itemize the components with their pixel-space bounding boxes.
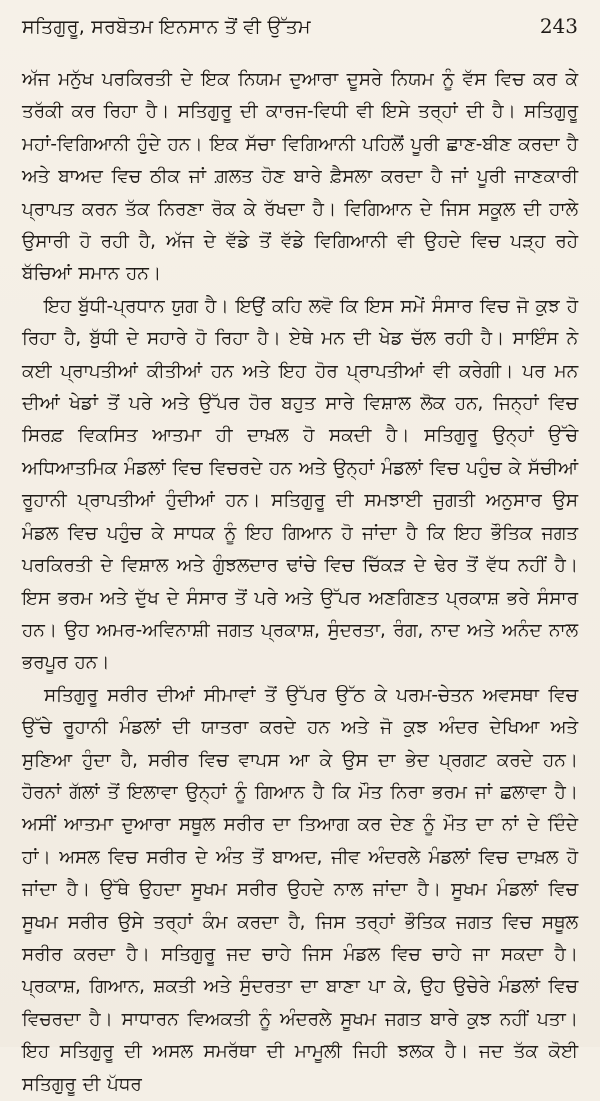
page-header <box>22 14 578 50</box>
paragraph-3: ਸਤਿਗੁਰੂ ਸਰੀਰ ਦੀਆਂ ਸੀਮਾਵਾਂ ਤੋਂ ਉੱਪਰ ਉੱਠ ਕੇ ਪਰਮ-ਚੇਤਨ ਅਵਸਥਾ ਵਿਚ ਉੱਚੇ ਰੂਹਾਨੀ ਮੰਡਲਾਂ ਦੀ ਯਾਤਰਾ ਕਰਦੇ ਹਨ ਅਤੇ ਜੋ ਕੁਝ ਅੰਦਰ ਦੇਖਿਆ ਅਤੇ ਸੁਣਿਆ ਹੁੰਦਾ ਹੈ, ਸਰੀਰ ਵਿਚ ਵਾਪਸ ਆ ਕੇ ਉਸ ਦਾ ਭੇਦ ਪ੍ਰਗਟ ਕਰਦੇ ਹਨ। ਹੋਰਨਾਂ ਗੱਲਾਂ ਤੋਂ ਇਲਾਵਾ ਉਨ੍ਹਾਂ ਨੂੰ ਗਿਆਨ ਹੈ ਕਿ ਮੌਤ ਨਿਰਾ ਭਰਮ ਜਾਂ ਛਲਾਵਾ ਹੈ। ਅਸੀਂ ਆਤਮਾ ਦੁਆਰਾ ਸਥੂਲ ਸਰੀਰ ਦਾ ਤਿਆਗ ਕਰ ਦੇਣ ਨੂੰ ਮੌਤ ਦਾ ਨਾਂ ਦੇ ਦਿੰਦੇ ਹਾਂ। ਅਸਲ ਵਿਚ ਸਰੀਰ ਦੇ ਅੰਤ ਤੋਂ ਬਾਅਦ, ਜੀਵ ਅੰਦਰਲੇ ਮੰਡਲਾਂ ਵਿਚ ਦਾਖ਼ਲ ਹੋ ਜਾਂਦਾ ਹੈ। ਉੱਥੇ ਉਹਦਾ ਸੂਖਮ ਸਰੀਰ ਉਹਦੇ ਨਾਲ ਜਾਂਦਾ ਹੈ। ਸੂਖਮ ਮੰਡਲਾਂ ਵਿਚ ਸੂਖਮ ਸਰੀਰ ਉਸੇ ਤਰ੍ਹਾਂ ਕੰਮ ਕਰਦਾ ਹੈ, ਜਿਸ ਤਰ੍ਹਾਂ ਭੌਤਿਕ ਜਗਤ ਵਿਚ ਸਥੂਲ ਸਰੀਰ ਕਰਦਾ ਹੈ। ਸਤਿਗੁਰੂ ਜਦ ਚਾਹੇ ਜਿਸ ਮੰਡਲ ਵਿਚ ਚਾਹੇ ਜਾ ਸਕਦਾ ਹੈ। ਪ੍ਰਕਾਸ਼, ਗਿਆਨ, ਸ਼ਕਤੀ ਅਤੇ ਸੁੰਦਰਤਾ ਦਾ ਬਾਣਾ ਪਾ ਕੇ, ਉਹ ਉਚੇਰੇ ਮੰਡਲਾਂ ਵਿਚ ਵਿਚਰਦਾ ਹੈ। ਸਾਧਾਰਨ ਵਿਅਕਤੀ ਨੂੰ ਅੰਦਰਲੇ ਸੂਖਮ ਜਗਤ ਬਾਰੇ ਕੁਝ ਨਹੀਂ ਪਤਾ। ਇਹ ਸਤਿਗੁਰੂ ਦੀ ਅਸਲ ਸਮਰੱਥਾ ਦੀ ਮਾਮੂਲੀ ਜਿਹੀ ਝਲਕ ਹੈ। ਜਦ ਤੱਕ ਕੋਈ ਸਤਿਗੁਰੂ ਦੀ ਪੱਧਰ <box>22 684 578 1095</box>
paragraph-2: ਇਹ ਬੁੱਧੀ-ਪ੍ਰਧਾਨ ਯੁਗ ਹੈ। ਇਉਂ ਕਹਿ ਲਵੋ ਕਿ ਇਸ ਸਮੇਂ ਸੰਸਾਰ ਵਿਚ ਜੋ ਕੁਝ ਹੋ ਰਿਹਾ ਹੈ, ਬੁੱਧੀ ਦੇ ਸਹਾਰੇ ਹੋ ਰਿਹਾ ਹੈ। ਏਥੇ ਮਨ ਦੀ ਖੇਡ ਚੱਲ ਰਹੀ ਹੈ। ਸਾਇੰਸ ਨੇ ਕਈ ਪ੍ਰਾਪਤੀਆਂ ਕੀਤੀਆਂ ਹਨ ਅਤੇ ਇਹ ਹੋਰ ਪ੍ਰਾਪਤੀਆਂ ਵੀ ਕਰੇਗੀ। ਪਰ ਮਨ ਦੀਆਂ ਖੇਡਾਂ ਤੋਂ ਪਰੇ ਅਤੇ ਉੱਪਰ ਹੋਰ ਬਹੁਤ ਸਾਰੇ ਵਿਸ਼ਾਲ ਲੋਕ ਹਨ, ਜਿਨ੍ਹਾਂ ਵਿਚ ਸਿਰਫ਼ ਵਿਕਸਿਤ ਆਤਮਾ ਹੀ ਦਾਖ਼ਲ ਹੋ ਸਕਦੀ ਹੈ। ਸਤਿਗੁਰੂ ਉਨ੍ਹਾਂ ਉੱਚੇ ਅਧਿਆਤਮਿਕ ਮੰਡਲਾਂ ਵਿਚ ਵਿਚਰਦੇ ਹਨ ਅਤੇ ਉਨ੍ਹਾਂ ਮੰਡਲਾਂ ਵਿਚ ਪਹੁੰਚ ਕੇ ਸੱਚੀਆਂ ਰੂਹਾਨੀ ਪ੍ਰਾਪਤੀਆਂ ਹੁੰਦੀਆਂ ਹਨ। ਸਤਿਗੁਰੂ ਦੀ ਸਮਝਾਈ ਜੁਗਤੀ ਅਨੁਸਾਰ ਉਸ ਮੰਡਲ ਵਿਚ ਪਹੁੰਚ ਕੇ ਸਾਧਕ ਨੂੰ ਇਹ ਗਿਆਨ ਹੋ ਜਾਂਦਾ ਹੈ ਕਿ ਇਹ ਭੌਤਿਕ ਜਗਤ ਪਰਕਿਰਤੀ ਦੇ ਵਿਸ਼ਾਲ ਅਤੇ ਗੁੰਝਲਦਾਰ ਢਾਂਚੇ ਵਿਚ ਚਿੱਕੜ ਦੇ ਢੇਰ ਤੋਂ ਵੱਧ ਨਹੀਂ ਹੈ। ਇਸ ਭਰਮ ਅਤੇ ਦੁੱਖ ਦੇ ਸੰਸਾਰ ਤੋਂ ਪਰੇ ਅਤੇ ਉੱਪਰ ਅਣਗਿਣਤ ਪ੍ਰਕਾਸ਼ ਭਰੇ ਸੰਸਾਰ ਹਨ। ਉਹ ਅਮਰ-ਅਵਿਨਾਸ਼ੀ ਜਗਤ ਪ੍ਰਕਾਸ਼, ਸੁੰਦਰਤਾ, ਰੰਗ, ਨਾਦ ਅਤੇ ਅਨੰਦ ਨਾਲ ਭਰਪੂਰ ਹਨ। <box>22 295 578 674</box>
running-title: ਸਤਿਗੁਰੂ, ਸਰਬੋਤਮ ਇਨਸਾਨ ਤੋਂ ਵੀ ਉੱਤਮ <box>22 16 311 38</box>
body-text <box>22 64 578 1101</box>
page-number: 243 <box>539 14 578 38</box>
paragraph-1: ਅੱਜ ਮਨੁੱਖ ਪਰਕਿਰਤੀ ਦੇ ਇਕ ਨਿਯਮ ਦੁਆਰਾ ਦੂਸਰੇ ਨਿਯਮ ਨੂੰ ਵੱਸ ਵਿਚ ਕਰ ਕੇ ਤਰੱਕੀ ਕਰ ਰਿਹਾ ਹੈ। ਸਤਿਗੁਰੂ ਦੀ ਕਾਰਜ-ਵਿਧੀ ਵੀ ਇਸੇ ਤਰ੍ਹਾਂ ਦੀ ਹੈ। ਸਤਿਗੁਰੂ ਮਹਾਂ-ਵਿਗਿਆਨੀ ਹੁੰਦੇ ਹਨ। ਇਕ ਸੱਚਾ ਵਿਗਿਆਨੀ ਪਹਿਲੋਂ ਪੂਰੀ ਛਾਣ-ਬੀਣ ਕਰਦਾ ਹੈ ਅਤੇ ਬਾਅਦ ਵਿਚ ਠੀਕ ਜਾਂ ਗ਼ਲਤ ਹੋਣ ਬਾਰੇ ਫ਼ੈਸਲਾ ਕਰਦਾ ਹੈ ਜਾਂ ਪੂਰੀ ਜਾਣਕਾਰੀ ਪ੍ਰਾਪਤ ਕਰਨ ਤੱਕ ਨਿਰਣਾ ਰੋਕ ਕੇ ਰੱਖਦਾ ਹੈ। ਵਿਗਿਆਨ ਦੇ ਜਿਸ ਸਕੂਲ ਦੀ ਹਾਲੇ ਉਸਾਰੀ ਹੋ ਰਹੀ ਹੈ, ਅੱਜ ਦੇ ਵੱਡੇ ਤੋਂ ਵੱਡੇ ਵਿਗਿਆਨੀ ਵੀ ਉਹਦੇ ਵਿਚ ਪੜ੍ਹ ਰਹੇ ਬੱਚਿਆਂ ਸਮਾਨ ਹਨ। <box>22 69 578 285</box>
